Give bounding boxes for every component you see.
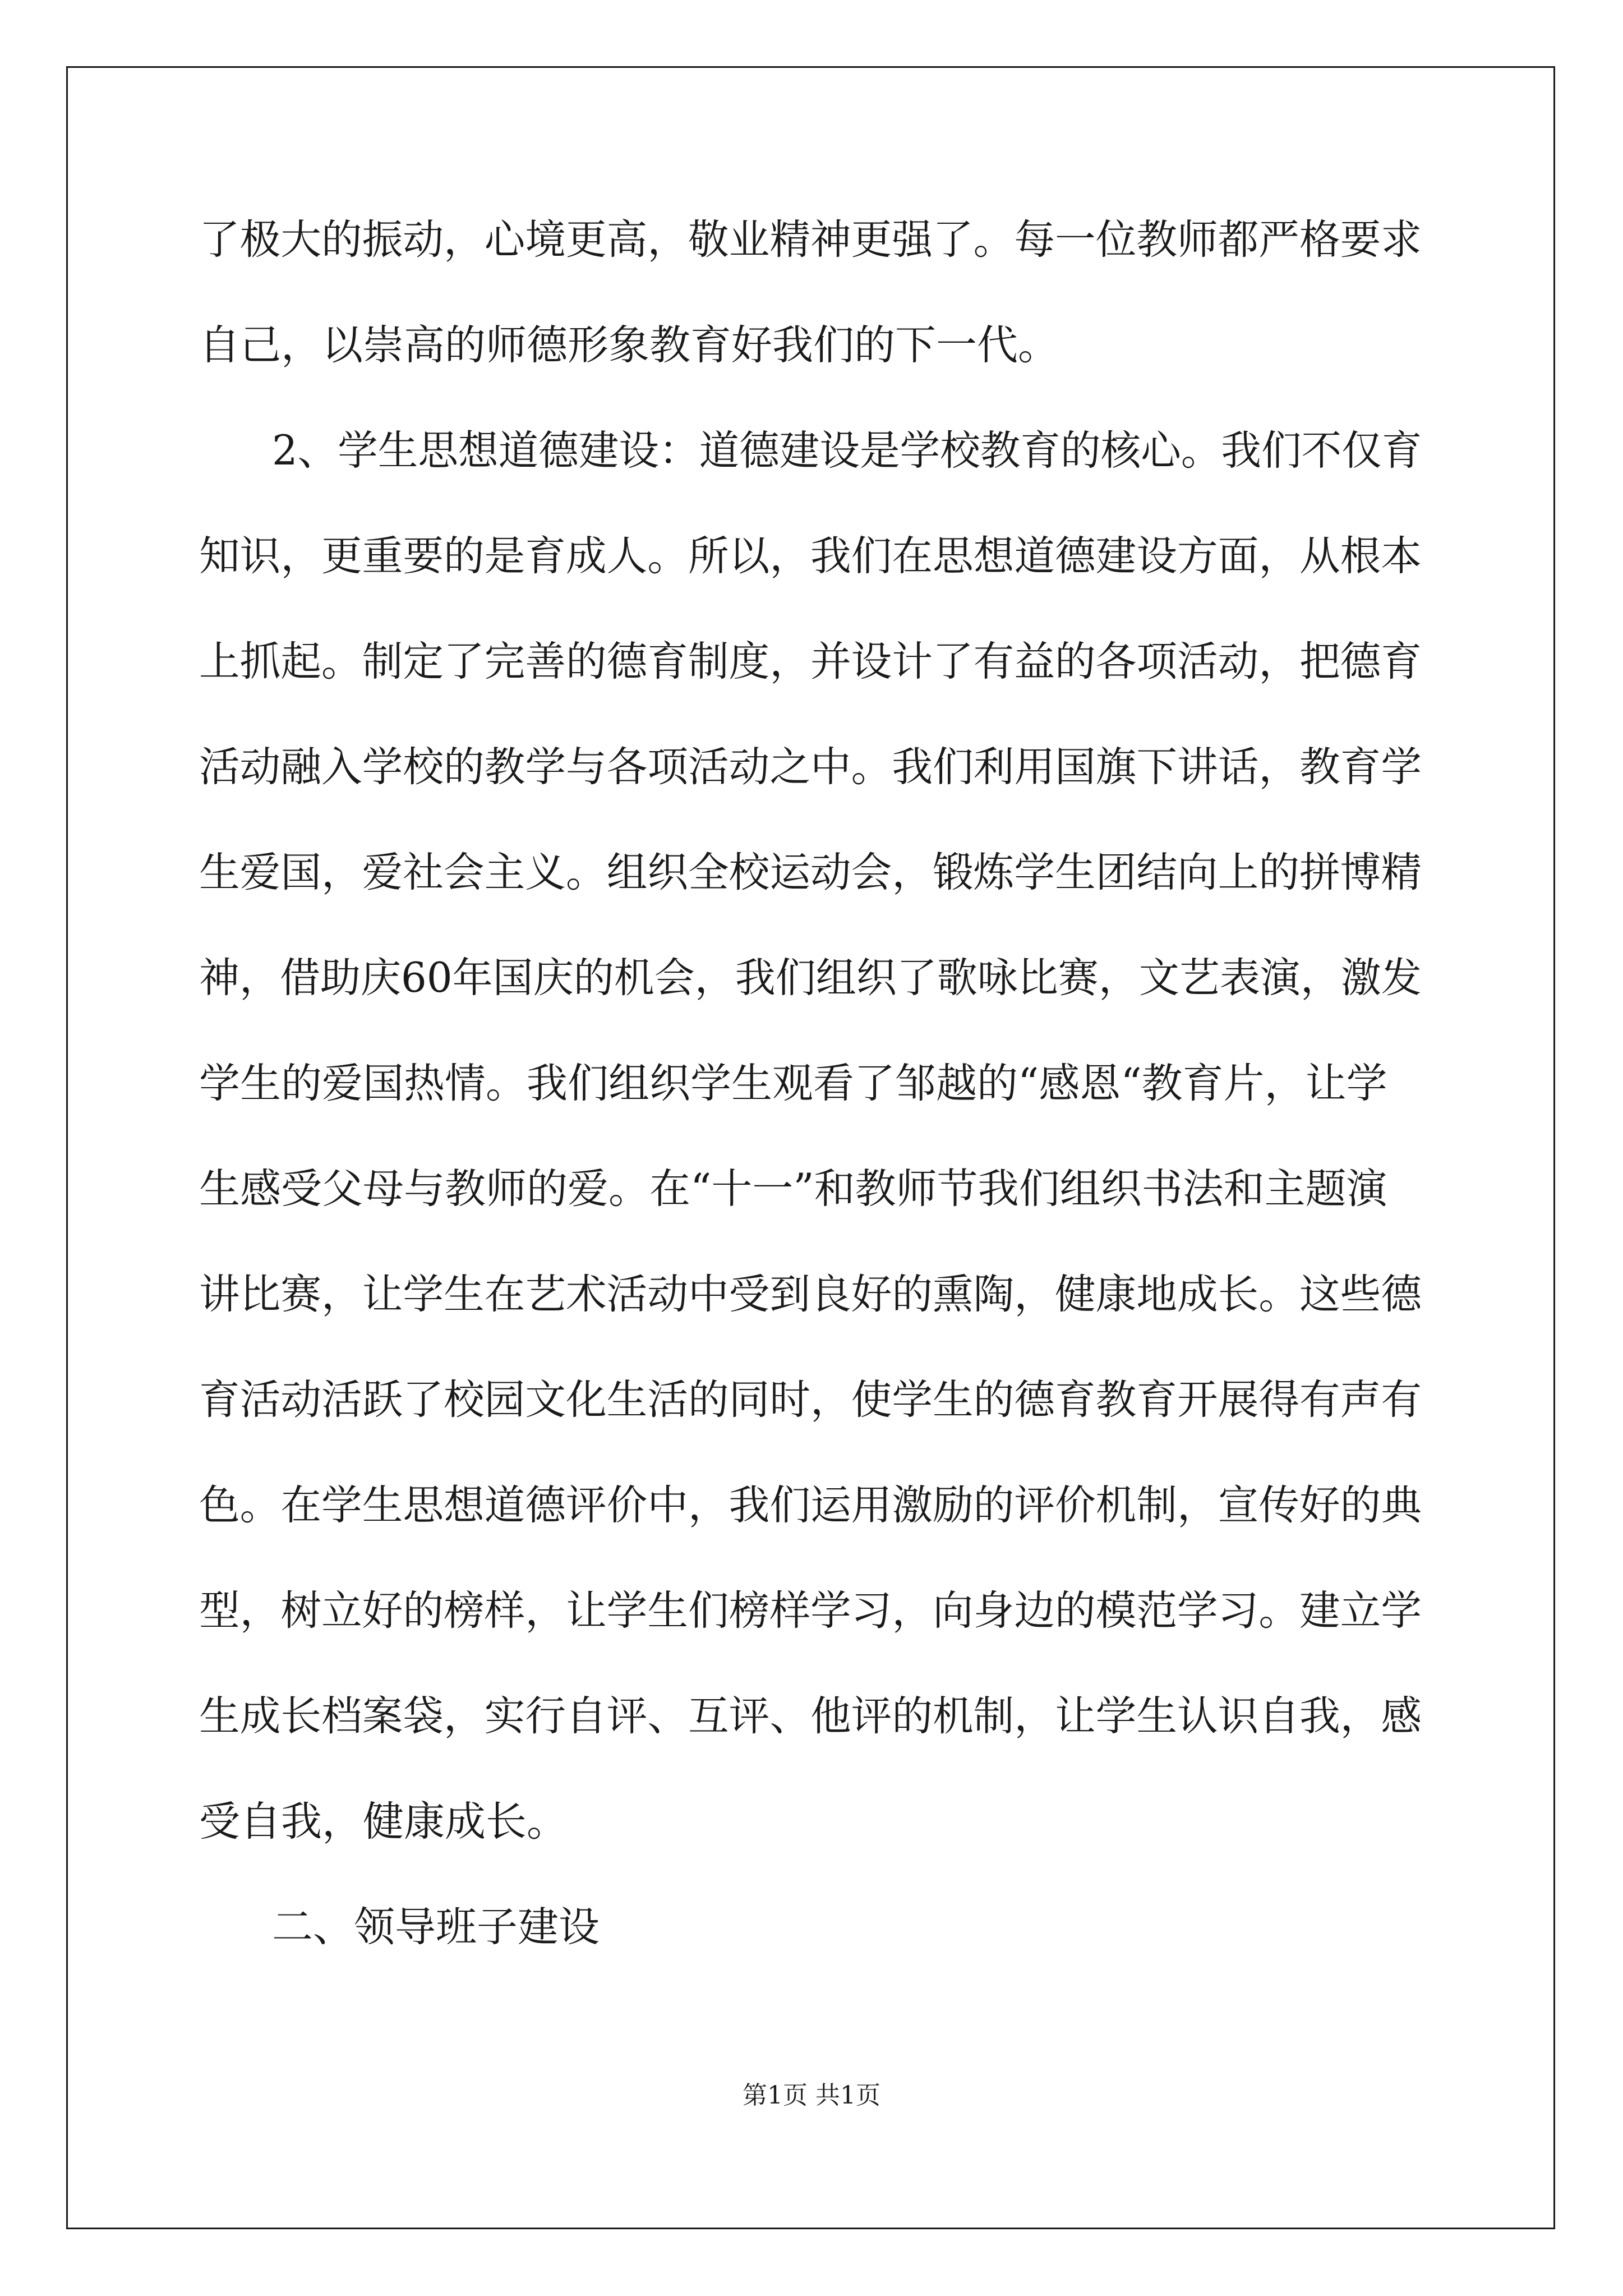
text-line: 活动融入学校的教学与各项活动之中。我们利用国旗下讲话，教育学 <box>199 743 1422 791</box>
text-line: 自己，以崇高的师德形象教育好我们的下一代。 <box>199 321 1059 369</box>
text-line: 生成长档案袋，实行自评、互评、他评的机制，让学生认识自我，感 <box>199 1692 1422 1740</box>
text-line: 生感受父母与教师的爱。在“十一”和教师节我们组织书法和主题演 <box>199 1165 1387 1213</box>
text-line: 上抓起。制定了完善的德育制度，并设计了有益的各项活动，把德育 <box>199 638 1422 685</box>
text-line: 知识，更重要的是育成人。所以，我们在思想道德建设方面，从根本 <box>199 532 1422 580</box>
page-number-footer: 第1页 共1页 <box>743 2081 880 2110</box>
text-line: 神，借助庆60年国庆的机会，我们组织了歌咏比赛，文艺表演，激发 <box>199 954 1422 1002</box>
text-line: 生爱国，爱社会主义。组织全校运动会，锻炼学生团结向上的拼博精 <box>199 849 1422 896</box>
text-line: 受自我，健康成长。 <box>199 1798 568 1846</box>
paragraph-start-line: 2、学生思想道德建设：道德建设是学校教育的核心。我们不仅育 <box>272 427 1422 475</box>
text-line: 了极大的振动，心境更高，敬业精神更强了。每一位教师都严格要求 <box>199 216 1422 264</box>
text-line: 学生的爱国热情。我们组织学生观看了邹越的“感恩“教育片，让学 <box>199 1060 1387 1107</box>
section-heading: 二、领导班子建设 <box>272 1903 600 1951</box>
text-line: 讲比赛，让学生在艺术活动中受到良好的熏陶，健康地成长。这些德 <box>199 1271 1422 1318</box>
text-line: 育活动活跃了校园文化生活的同时，使学生的德育教育开展得有声有 <box>199 1376 1422 1424</box>
text-line: 色。在学生思想道德评价中，我们运用激励的评价机制，宣传好的典 <box>199 1481 1422 1529</box>
text-line: 型，树立好的榜样，让学生们榜样学习，向身边的模范学习。建立学 <box>199 1587 1422 1635</box>
